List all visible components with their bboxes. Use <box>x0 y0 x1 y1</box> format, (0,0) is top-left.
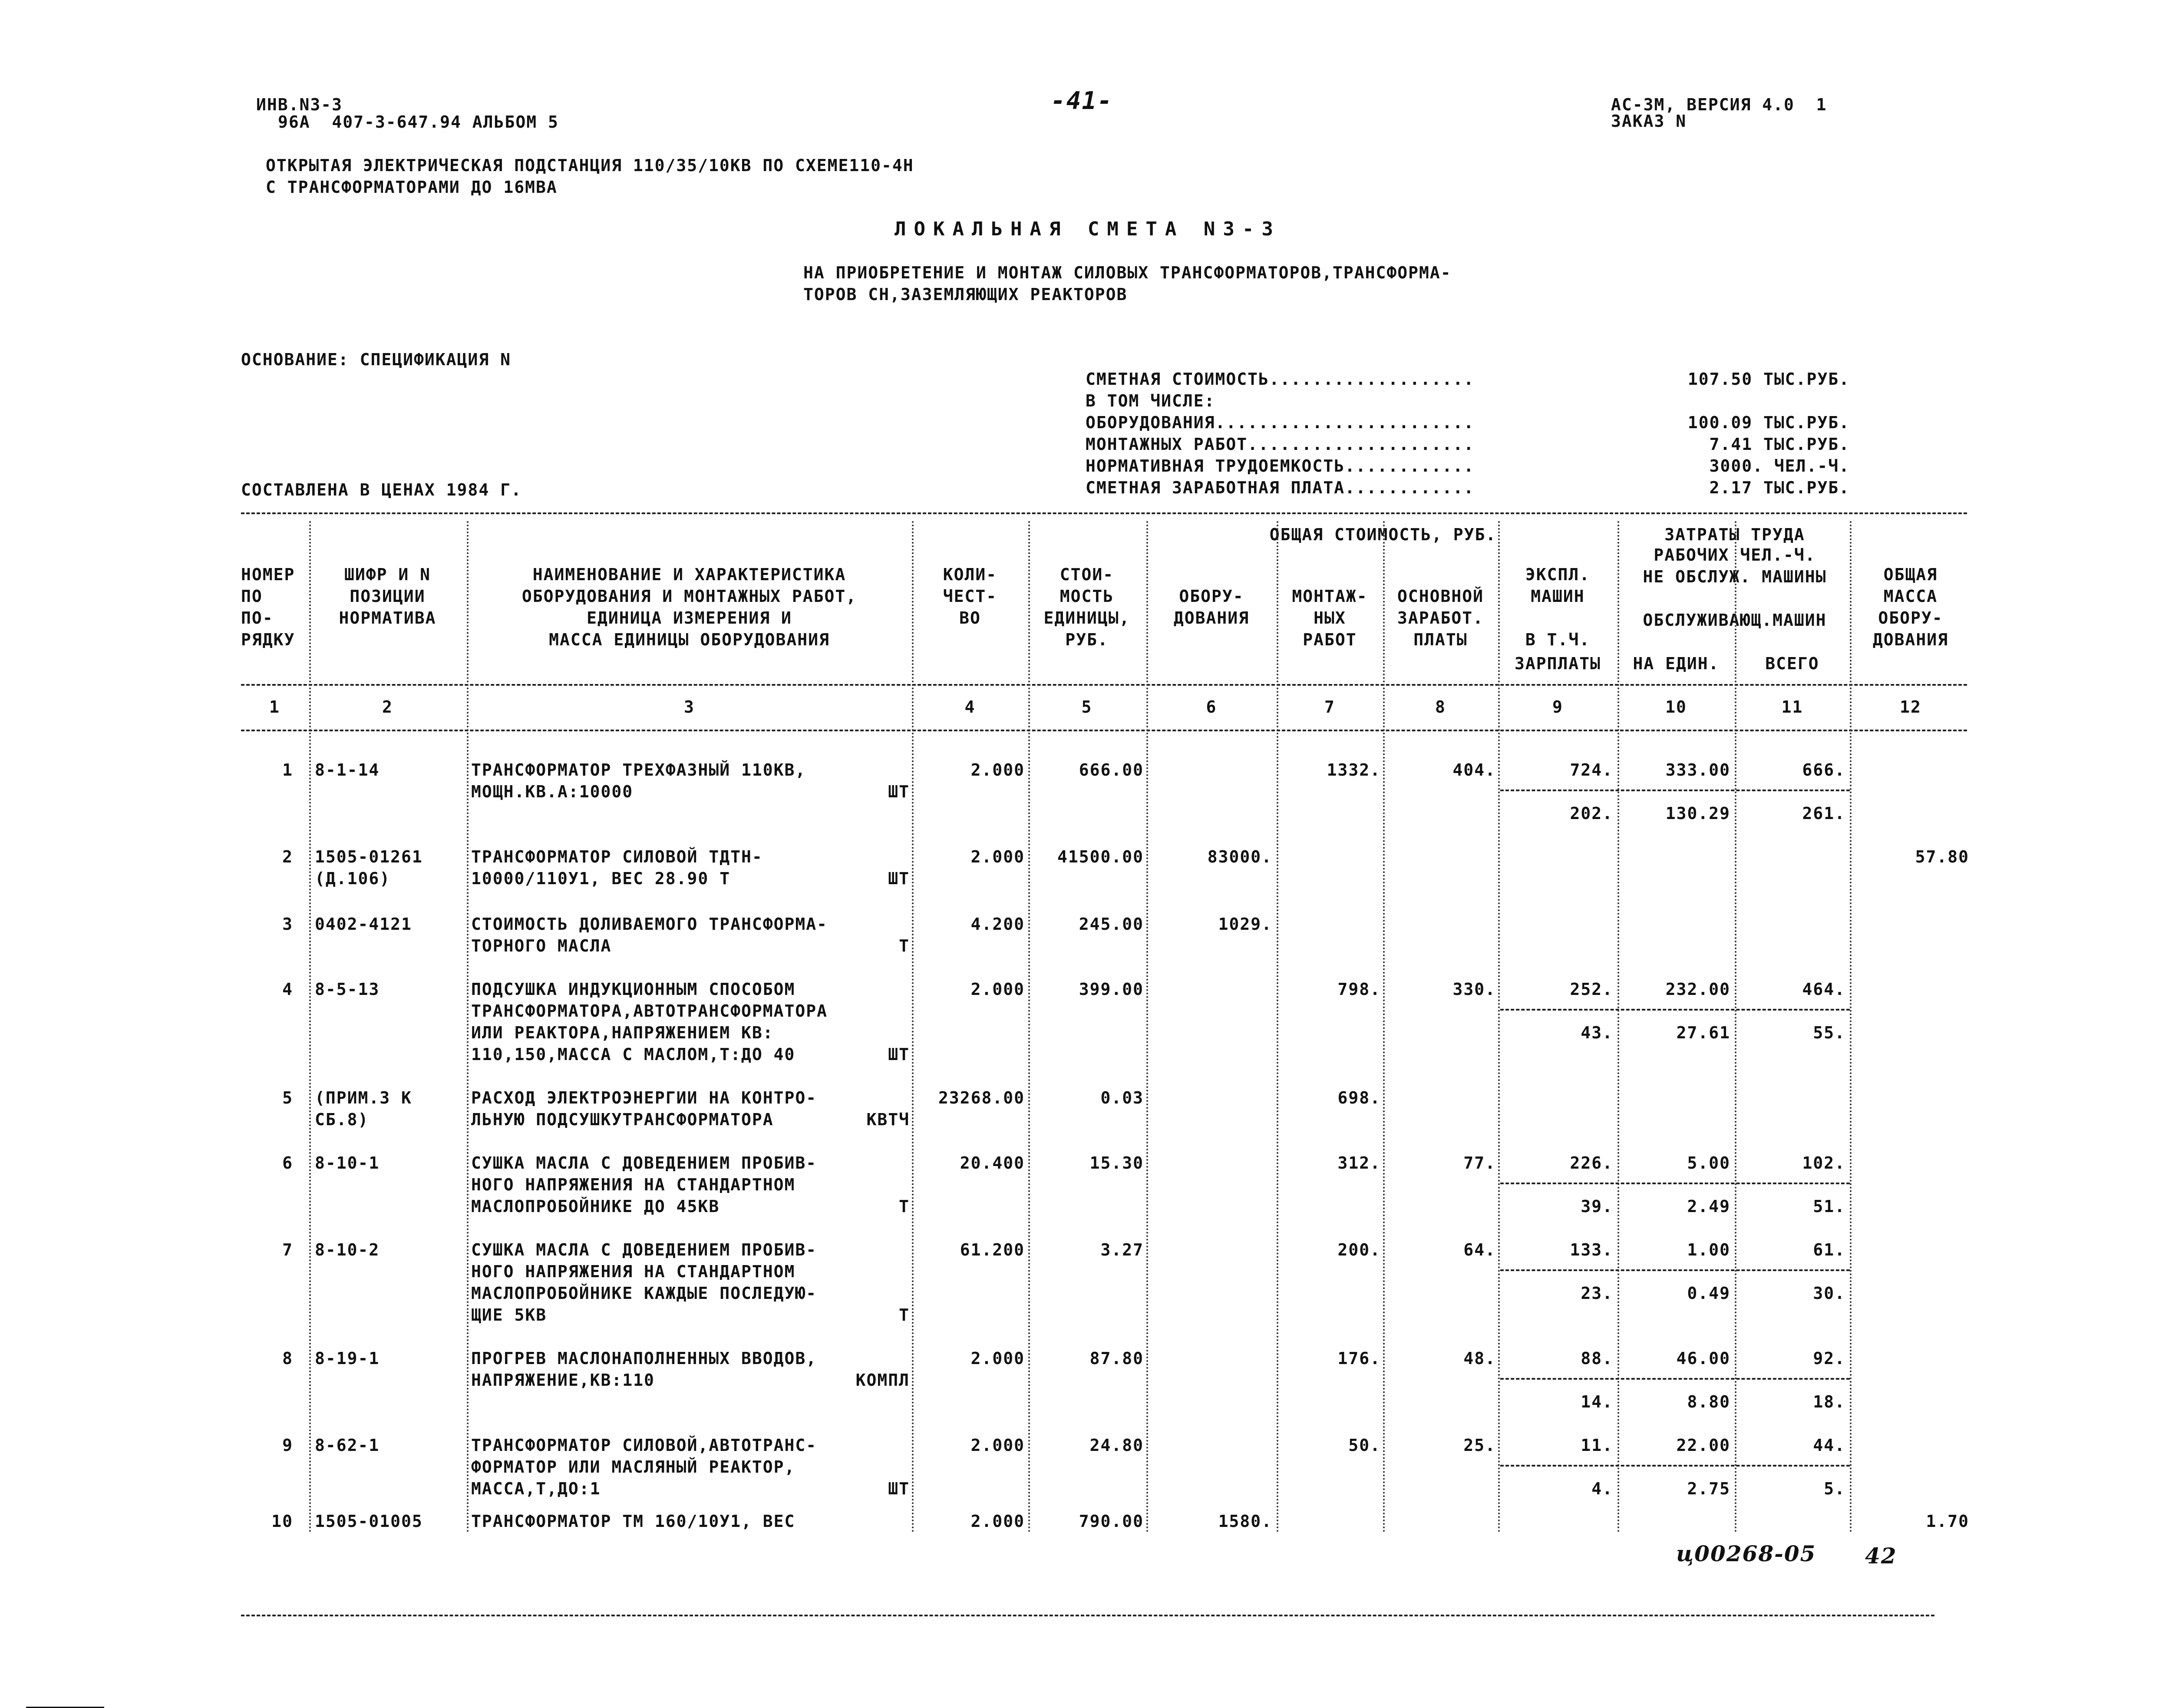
col-header-labor-unit: НА ЕДИН. <box>1633 654 1720 673</box>
col-header-mass: ОБЩАЯ <box>1883 565 1938 584</box>
col-header-name: МАССА ЕДИНИЦЫ ОБОРУДОВАНИЯ <box>549 630 830 649</box>
col-number: 5 <box>1081 697 1093 717</box>
row-unit-price: 245.00 <box>1079 915 1144 934</box>
version-label: АС-3М, ВЕРСИЯ 4.0 1 <box>1611 95 1827 114</box>
row-unit: ШТ <box>888 1479 910 1498</box>
row-unit-price: 399.00 <box>1079 980 1144 999</box>
prices-line: СОСТАВЛЕНА В ЦЕНАХ 1984 Г. <box>241 480 522 499</box>
col-header-machines: МАШИН <box>1531 587 1585 606</box>
row-name: ЛЬНУЮ ПОДСУШКУТРАНСФОРМАТОРА <box>471 1110 774 1129</box>
row-machine-wages: 23. <box>1581 1284 1613 1303</box>
row-machine-wages: 14. <box>1581 1392 1613 1411</box>
row-qty: 2.000 <box>970 847 1025 866</box>
row-name: МАССА,Т,ДО:1 <box>471 1479 601 1498</box>
row-mounting: 50. <box>1348 1436 1381 1455</box>
summary-label: СМЕТНАЯ СТОИМОСТЬ................... <box>1086 370 1475 389</box>
row-name: 110,150,МАССА С МАСЛОМ,Т:ДО 40 <box>471 1045 795 1064</box>
summary-value: 100.09 ТЫС.РУБ. <box>1687 413 1850 432</box>
column-separator <box>1146 521 1148 1533</box>
basis-line: ОСНОВАНИЕ: СПЕЦИФИКАЦИЯ N <box>241 350 511 369</box>
summary-value: 2.17 ТЫС.РУБ. <box>1709 478 1850 497</box>
col-header-number: РЯДКУ <box>241 630 295 649</box>
bottom-cut-line <box>241 1615 1934 1616</box>
row-name: НОГО НАПРЯЖЕНИЯ НА СТАНДАРТНОМ <box>471 1175 795 1194</box>
row-subtotal-rule <box>1500 1378 1850 1380</box>
row-unit: ШТ <box>888 869 910 888</box>
row-subtotal-rule <box>1500 1009 1850 1011</box>
row-qty: 4.200 <box>970 915 1025 934</box>
col-header-mounting: РАБОТ <box>1303 630 1357 649</box>
project-title-line1: ОТКРЫТАЯ ЭЛЕКТРИЧЕСКАЯ ПОДСТАНЦИЯ 110/35/10КВ ПО СХЕМЕ110-4Н <box>266 156 914 175</box>
row-name: ФОРМАТОР ИЛИ МАСЛЯНЫЙ РЕАКТОР, <box>471 1457 795 1477</box>
column-separator <box>912 521 914 1533</box>
col-header-unit-price: РУБ. <box>1065 630 1109 649</box>
row-machines: 724. <box>1570 760 1613 780</box>
col-number: 7 <box>1324 697 1335 717</box>
column-separator <box>1735 521 1736 1533</box>
col-header-number: ПО <box>241 587 263 606</box>
col-header-qty: ВО <box>959 608 981 628</box>
row-name: МАСЛОПРОБОЙНИКЕ КАЖДЫЕ ПОСЛЕДУЮ- <box>471 1284 817 1303</box>
row-labor-unit: 232.00 <box>1665 980 1730 999</box>
col-number: 9 <box>1552 697 1563 717</box>
row-qty: 2.000 <box>970 1512 1025 1531</box>
col-number: 2 <box>382 697 393 717</box>
col-header-unit-price: МОСТЬ <box>1060 587 1114 606</box>
row-code: 1505-01261 <box>315 847 423 866</box>
row-name: СТОИМОСТЬ ДОЛИВАЕМОГО ТРАНСФОРМА- <box>471 915 828 934</box>
row-machine-wages: 39. <box>1581 1197 1613 1216</box>
summary-label: В ТОМ ЧИСЛЕ: <box>1086 391 1215 410</box>
table-top-rule <box>241 512 1967 514</box>
row-number: 3 <box>282 915 293 934</box>
row-number: 4 <box>282 980 293 999</box>
row-machines: 88. <box>1581 1349 1613 1368</box>
row-qty: 2.000 <box>970 760 1025 780</box>
row-name: ТОРНОГО МАСЛА <box>471 936 612 955</box>
col-header-labor-sub: ОБСЛУЖИВАЮЩ.МАШИН <box>1643 611 1827 630</box>
column-separator <box>1498 521 1500 1533</box>
col-header-mass: ДОВАНИЯ <box>1872 630 1949 649</box>
row-unit-price: 41500.00 <box>1057 847 1144 866</box>
row-unit: Т <box>899 1305 910 1325</box>
row-code: (ПРИМ.3 К <box>315 1088 412 1107</box>
row-name: ТРАНСФОРМАТОР СИЛОВОЙ,АВТОТРАНС- <box>471 1436 817 1455</box>
row-code: 8-5-13 <box>315 980 380 999</box>
document-title: ЛОКАЛЬНАЯ СМЕТА N3-3 <box>895 218 1281 240</box>
summary-label: НОРМАТИВНАЯ ТРУДОЕМКОСТЬ............ <box>1086 456 1475 476</box>
row-labor-unit: 22.00 <box>1676 1436 1730 1455</box>
row-name: ТРАНСФОРМАТОР ТРЕХФАЗНЫЙ 110КВ, <box>471 760 806 780</box>
row-number: 2 <box>282 847 293 866</box>
col-number: 4 <box>964 697 976 717</box>
row-labor-unit: 333.00 <box>1665 760 1730 780</box>
column-separator <box>467 521 469 1533</box>
summary-label: СМЕТНАЯ ЗАРАБОТНАЯ ПЛАТА............ <box>1086 478 1475 497</box>
row-name: СУШКА МАСЛА С ДОВЕДЕНИЕМ ПРОБИВ- <box>471 1153 817 1173</box>
row-name: НОГО НАПРЯЖЕНИЯ НА СТАНДАРТНОМ <box>471 1262 795 1281</box>
row-wages: 404. <box>1452 760 1496 780</box>
row-labor-total-serv: 51. <box>1813 1197 1845 1216</box>
row-labor-total-serv: 55. <box>1813 1023 1845 1042</box>
row-name: ИЛИ РЕАКТОРА,НАПРЯЖЕНИЕМ КВ: <box>471 1023 774 1042</box>
col-number: 6 <box>1206 697 1217 717</box>
row-name: ТРАНСФОРМАТОР ТМ 160/10У1, ВЕС <box>471 1512 795 1531</box>
col-header-wages: ОСНОВНОЙ <box>1397 587 1484 606</box>
row-subtotal-rule <box>1500 1269 1850 1271</box>
row-name: ТРАНСФОРМАТОРА,АВТОТРАНСФОРМАТОРА <box>471 1001 828 1021</box>
row-labor-total: 666. <box>1802 760 1845 780</box>
col-header-qty: ЧЕСТ- <box>943 587 997 606</box>
column-separator <box>1277 521 1278 1533</box>
row-machines: 252. <box>1570 980 1613 999</box>
col-header-machines: ЭКСПЛ. <box>1525 565 1591 584</box>
col-header-mounting: МОНТАЖ- <box>1292 587 1368 606</box>
row-qty: 2.000 <box>970 1349 1025 1368</box>
col-header-wages: ПЛАТЫ <box>1413 630 1468 649</box>
subtitle-line2: ТОРОВ СН,ЗАЗЕМЛЯЮЩИХ РЕАКТОРОВ <box>803 285 1128 304</box>
row-mass: 1.70 <box>1926 1512 1969 1531</box>
row-name: НАПРЯЖЕНИЕ,КВ:110 <box>471 1371 655 1390</box>
row-code: 8-19-1 <box>315 1349 380 1368</box>
col-header-equipment: ОБОРУ- <box>1179 587 1244 606</box>
row-labor-unit-serv: 27.61 <box>1676 1023 1730 1042</box>
col-group-labor: РАБОЧИХ ЧЕЛ.-Ч. <box>1654 545 1816 565</box>
col-header-mounting: НЫХ <box>1314 608 1346 628</box>
row-wages: 25. <box>1463 1436 1496 1455</box>
row-machine-wages: 4. <box>1591 1479 1613 1498</box>
row-machines: 133. <box>1570 1240 1613 1259</box>
album-reference: 96А 407-3-647.94 АЛЬБОМ 5 <box>278 112 559 132</box>
col-number: 1 <box>269 697 280 717</box>
col-header-machines: В Т.Ч. <box>1525 630 1591 649</box>
row-unit-price: 24.80 <box>1089 1436 1144 1455</box>
row-labor-total-serv: 5. <box>1824 1479 1845 1498</box>
row-unit: КОМПЛ <box>855 1371 910 1390</box>
col-header-unit-price: СТОИ- <box>1060 565 1114 584</box>
row-labor-unit-serv: 0.49 <box>1687 1284 1730 1303</box>
col-header-wages: ЗАРАБОТ. <box>1397 608 1484 628</box>
row-labor-total: 102. <box>1802 1153 1845 1173</box>
col-group-total-cost: ОБЩАЯ СТОИМОСТЬ, РУБ. <box>1269 525 1497 544</box>
row-name: 10000/110У1, ВЕС 28.90 Т <box>471 869 731 888</box>
row-labor-total-serv: 18. <box>1813 1392 1845 1411</box>
col-header-machines: ЗАРПЛАТЫ <box>1514 654 1601 673</box>
row-name: СУШКА МАСЛА С ДОВЕДЕНИЕМ ПРОБИВ- <box>471 1240 817 1259</box>
row-code: 8-10-1 <box>315 1153 380 1173</box>
row-labor-total: 61. <box>1813 1240 1845 1259</box>
column-separator <box>1850 521 1852 1533</box>
summary-label: ОБОРУДОВАНИЯ........................ <box>1086 413 1475 432</box>
col-header-labor-sub: НЕ ОБСЛУЖ. МАШИНЫ <box>1643 567 1827 586</box>
row-unit-price: 15.30 <box>1089 1153 1144 1173</box>
row-machines: 226. <box>1570 1153 1613 1173</box>
row-code: 8-1-14 <box>315 760 380 780</box>
row-mounting: 798. <box>1337 980 1381 999</box>
row-qty: 2.000 <box>970 1436 1025 1455</box>
row-labor-unit-serv: 2.75 <box>1687 1479 1730 1498</box>
row-qty: 2.000 <box>970 980 1025 999</box>
row-qty: 23268.00 <box>938 1088 1025 1107</box>
row-mounting: 200. <box>1337 1240 1381 1259</box>
row-labor-total: 92. <box>1813 1349 1845 1368</box>
header-rule <box>241 684 1967 686</box>
col-header-code: ШИФР И N <box>344 565 431 584</box>
subtitle-line1: НА ПРИОБРЕТЕНИЕ И МОНТАЖ СИЛОВЫХ ТРАНСФОРМАТОРОВ,ТРАНСФОРМА- <box>803 263 1452 282</box>
row-wages: 48. <box>1463 1349 1496 1368</box>
summary-label: МОНТАЖНЫХ РАБОТ..................... <box>1086 435 1475 454</box>
row-machine-wages: 43. <box>1581 1023 1613 1042</box>
row-number: 8 <box>282 1349 293 1368</box>
row-unit: КВТЧ <box>866 1110 910 1129</box>
col-group-labor: ЗАТРАТЫ ТРУДА <box>1664 525 1805 544</box>
order-label: ЗАКАЗ N <box>1611 112 1687 131</box>
col-number: 12 <box>1900 697 1921 717</box>
col-header-equipment: ДОВАНИЯ <box>1173 608 1250 628</box>
row-name: ТРАНСФОРМАТОР СИЛОВОЙ ТДТН- <box>471 847 763 866</box>
col-header-mass: МАССА <box>1883 587 1938 606</box>
row-unit: Т <box>899 1197 910 1216</box>
column-separator <box>1383 521 1385 1533</box>
column-separator <box>1617 521 1619 1533</box>
row-labor-unit-serv: 2.49 <box>1687 1197 1730 1216</box>
col-header-mass: ОБОРУ- <box>1878 608 1943 628</box>
row-labor-unit-serv: 8.80 <box>1687 1392 1730 1411</box>
col-header-name: НАИМЕНОВАНИЕ И ХАРАКТЕРИСТИКА <box>532 565 846 584</box>
row-mounting: 1332. <box>1327 760 1381 780</box>
page-number: -41- <box>1051 87 1113 115</box>
row-number: 6 <box>282 1153 293 1173</box>
row-labor-total: 44. <box>1813 1436 1845 1455</box>
summary-value: 3000. ЧЕЛ.-Ч. <box>1709 456 1850 476</box>
row-unit: ШТ <box>888 782 910 801</box>
col-header-qty: КОЛИ- <box>943 565 997 584</box>
row-mass: 57.80 <box>1915 847 1969 866</box>
row-name: ПРОГРЕВ МАСЛОНАПОЛНЕННЫХ ВВОДОВ, <box>471 1349 817 1368</box>
row-unit-price: 666.00 <box>1079 760 1144 780</box>
row-labor-total-serv: 261. <box>1802 804 1845 823</box>
row-mounting: 176. <box>1337 1349 1381 1368</box>
row-name: МОЩН.КВ.А:10000 <box>471 782 634 801</box>
row-equipment: 83000. <box>1207 847 1272 866</box>
row-labor-unit-serv: 130.29 <box>1665 804 1730 823</box>
row-number: 7 <box>282 1240 293 1259</box>
inventory-number: ИНВ.N3-3 <box>256 95 343 114</box>
row-labor-unit: 1.00 <box>1687 1240 1730 1259</box>
row-number: 9 <box>282 1436 293 1455</box>
row-unit: Т <box>899 936 910 955</box>
row-unit-price: 790.00 <box>1079 1512 1144 1531</box>
row-subtotal-rule <box>1500 1465 1850 1467</box>
row-name: ПОДСУШКА ИНДУКЦИОННЫМ СПОСОБОМ <box>471 980 795 999</box>
row-equipment: 1580. <box>1218 1512 1272 1531</box>
col-header-code: НОРМАТИВА <box>339 608 436 628</box>
row-code: 8-10-2 <box>315 1240 380 1259</box>
row-unit-price: 3.27 <box>1100 1240 1144 1259</box>
row-qty: 61.200 <box>960 1240 1025 1259</box>
numbers-rule <box>241 730 1967 731</box>
row-wages: 64. <box>1463 1240 1496 1259</box>
row-name: ЩИЕ 5КВ <box>471 1305 547 1325</box>
handwritten-stamp: ц00268-05 <box>1676 1541 1816 1566</box>
col-header-labor-total: ВСЕГО <box>1765 654 1819 673</box>
col-number: 3 <box>684 697 695 717</box>
col-header-number: ПО- <box>241 608 274 628</box>
row-code: 0402-4121 <box>315 915 412 934</box>
row-unit: ШТ <box>888 1045 910 1064</box>
row-unit-price: 0.03 <box>1100 1088 1144 1107</box>
row-labor-total-serv: 30. <box>1813 1284 1845 1303</box>
row-code: 8-62-1 <box>315 1436 380 1455</box>
row-labor-total: 464. <box>1802 980 1845 999</box>
row-code: (Д.106) <box>315 869 391 888</box>
column-separator <box>1028 521 1030 1533</box>
row-wages: 330. <box>1452 980 1496 999</box>
row-number: 1 <box>282 760 293 780</box>
row-mounting: 698. <box>1337 1088 1381 1107</box>
row-machines: 11. <box>1581 1436 1613 1455</box>
row-equipment: 1029. <box>1218 915 1272 934</box>
row-name: РАСХОД ЭЛЕКТРОЭНЕРГИИ НА КОНТРО- <box>471 1088 817 1107</box>
col-header-code: ПОЗИЦИИ <box>350 587 426 606</box>
col-header-unit-price: ЕДИНИЦЫ, <box>1043 608 1130 628</box>
column-separator <box>309 521 311 1533</box>
col-number: 8 <box>1435 697 1446 717</box>
row-mounting: 312. <box>1337 1153 1381 1173</box>
row-wages: 77. <box>1463 1153 1496 1173</box>
summary-value: 7.41 ТЫС.РУБ. <box>1709 435 1850 454</box>
col-header-name: ОБОРУДОВАНИЯ И МОНТАЖНЫХ РАБОТ, <box>522 587 857 606</box>
project-title-line2: С ТРАНСФОРМАТОРАМИ ДО 16МВА <box>266 178 558 197</box>
row-subtotal-rule <box>1500 790 1850 791</box>
col-header-name: ЕДИНИЦА ИЗМЕРЕНИЯ И <box>587 608 792 628</box>
row-number: 10 <box>271 1512 293 1531</box>
sheet-number: 42 <box>1865 1543 1897 1569</box>
row-machine-wages: 202. <box>1570 804 1613 823</box>
summary-value: 107.50 ТЫС.РУБ. <box>1687 370 1850 389</box>
row-unit-price: 87.80 <box>1089 1349 1144 1368</box>
col-number: 11 <box>1781 697 1803 717</box>
row-qty: 20.400 <box>960 1153 1025 1173</box>
col-header-number: НОМЕР <box>241 565 295 584</box>
row-name: МАСЛОПРОБОЙНИКЕ ДО 45КВ <box>471 1197 720 1216</box>
row-labor-unit: 46.00 <box>1676 1349 1730 1368</box>
row-number: 5 <box>282 1088 293 1107</box>
row-labor-unit: 5.00 <box>1687 1153 1730 1173</box>
col-number: 10 <box>1665 697 1687 717</box>
row-subtotal-rule <box>1500 1183 1850 1184</box>
row-code: 1505-01005 <box>315 1512 423 1531</box>
row-code: СБ.8) <box>315 1110 369 1129</box>
